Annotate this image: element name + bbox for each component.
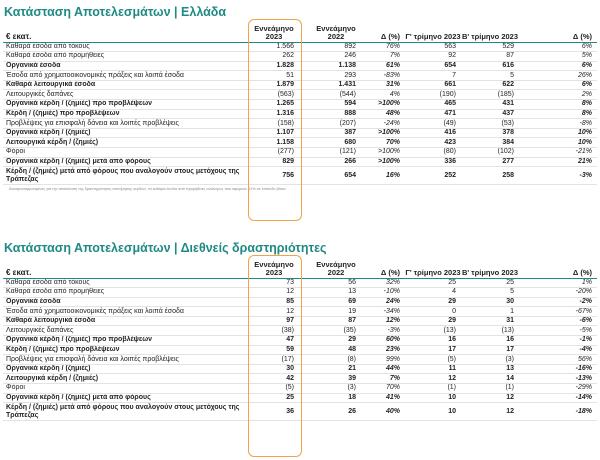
value-q2-2023: 25: [506, 278, 514, 286]
row-label: Έσοδα από χρηματοοικονομικές πράξεις και λοιπά έσοδα: [6, 71, 184, 79]
value-9m-2023: (277): [277, 148, 294, 156]
value-delta-q: -29%: [575, 384, 592, 392]
value-delta-q: 2%: [581, 90, 592, 98]
gap: [299, 297, 311, 307]
col-header-q2-2023: Β' τρίμηνο 2023: [461, 32, 519, 41]
row-label: Καθαρά έσοδα από τόκους: [6, 42, 90, 50]
gap: [299, 109, 311, 119]
col-header-q3-2023: Γ' τρίμηνο 2023: [405, 268, 461, 277]
value-9m-2023: 47: [286, 336, 294, 344]
value-delta-q: 10%: [577, 138, 592, 146]
gap: [299, 336, 311, 346]
value-q3-2023: (1): [447, 384, 456, 392]
value-q3-2023: 4: [452, 288, 456, 296]
value-9m-2023: 1.107: [276, 129, 294, 137]
gap: [299, 384, 311, 394]
section-title: Κατάσταση Αποτελεσμάτων | Διεθνείς δραστηριότητες: [4, 241, 327, 255]
value-9m-2022: 680: [344, 138, 356, 146]
col-header-delta-q: Δ (%): [572, 32, 592, 41]
value-q3-2023: 465: [444, 100, 456, 108]
table-row: [3, 148, 597, 158]
value-q2-2023: (1): [505, 384, 514, 392]
value-q3-2023: 661: [444, 81, 456, 89]
value-q2-2023: 87: [506, 52, 514, 60]
value-9m-2022: 21: [348, 365, 356, 373]
value-q3-2023: 7: [452, 71, 456, 79]
value-q2-2023: 384: [502, 138, 514, 146]
row-label: Κέρδη / (ζημιές) μετά από φόρους που αναλογούν στους μετόχους της Τράπεζας: [6, 403, 240, 419]
value-9m-2022: 29: [348, 336, 356, 344]
value-q3-2023: 0: [452, 307, 456, 315]
value-delta: 7%: [389, 374, 400, 382]
value-9m-2023: 42: [286, 374, 294, 382]
gap: [299, 167, 311, 185]
row-label: Καθαρά έσοδα από προμήθειες: [6, 52, 105, 60]
gap: [299, 326, 311, 336]
value-9m-2022: (8): [347, 355, 356, 363]
table-row: [3, 90, 597, 100]
value-9m-2022: 13: [348, 288, 356, 296]
col-header-9m-2023: Εννεάμηνο 2023: [254, 259, 294, 277]
value-9m-2023: 36: [286, 407, 294, 415]
value-q3-2023: 16: [448, 336, 456, 344]
table-row: [3, 393, 597, 403]
value-9m-2022: 1.431: [338, 81, 356, 89]
value-q3-2023: (5): [447, 355, 456, 363]
section-greece: [3, 4, 597, 191]
value-delta-q: -21%: [575, 148, 592, 156]
row-label: Οργανικά έσοδα: [6, 297, 61, 305]
value-q3-2023: 252: [444, 171, 456, 179]
gap: [299, 148, 311, 158]
table-row: [3, 326, 597, 336]
col-header-unit: € εκατ.: [6, 32, 32, 41]
value-9m-2023: 756: [282, 171, 294, 179]
value-9m-2023: (563): [277, 90, 294, 98]
value-9m-2023: 85: [286, 297, 294, 305]
table-row: [3, 345, 597, 355]
value-delta-q: 5%: [581, 52, 592, 60]
value-q2-2023: 16: [506, 336, 514, 344]
row-label: Λειτουργικές δαπάνες: [6, 90, 74, 98]
value-q3-2023: 10: [448, 393, 456, 401]
value-9m-2022: 56: [348, 278, 356, 286]
gap: [299, 71, 311, 81]
gap: [299, 80, 311, 90]
value-q2-2023: (53): [501, 119, 514, 127]
row-label: Οργανικά έσοδα: [6, 61, 61, 69]
gap: [299, 307, 311, 317]
value-q2-2023: 258: [502, 171, 514, 179]
table-row: [3, 157, 597, 167]
value-9m-2023: (17): [281, 355, 294, 363]
footnote: Αναπροσαρμοσμένες για την απεικόνιση της δραστηριότητας αποτίμησης κερδών, τα καθαρά έσοδα από προμήθειες ανάλογως που αφορούν 11% σε επίπεδο βάσει: [9, 187, 286, 191]
table-row: [3, 167, 597, 185]
value-delta: >100%: [378, 148, 400, 156]
value-q3-2023: (190): [439, 90, 456, 98]
row-label: Προβλέψεις για επισφαλή δάνεια και λοιπές προβλέψεις: [6, 119, 179, 127]
value-delta-q: -4%: [579, 345, 592, 353]
value-q2-2023: 529: [502, 42, 514, 50]
value-9m-2023: 59: [286, 345, 294, 353]
table-row: [3, 278, 597, 288]
value-9m-2022: 246: [344, 52, 356, 60]
value-9m-2023: 73: [286, 278, 294, 286]
value-delta-q: -1%: [579, 336, 592, 344]
value-9m-2022: 293: [344, 71, 356, 79]
value-9m-2022: (3): [347, 384, 356, 392]
value-9m-2022: 69: [348, 297, 356, 305]
row-label: Οργανικά κέρδη / (ζημιές) προ προβλέψεων: [6, 336, 153, 344]
col-header-9m-2022: Εννεάμηνο 2022: [316, 259, 356, 277]
table-row: [3, 374, 597, 384]
gap: [299, 138, 311, 148]
value-9m-2022: 19: [348, 307, 356, 315]
value-delta: -24%: [383, 119, 400, 127]
value-9m-2022: 26: [348, 407, 356, 415]
value-delta: 60%: [385, 336, 400, 344]
value-q3-2023: 10: [448, 407, 456, 415]
value-q2-2023: 13: [506, 365, 514, 373]
value-9m-2023: 1.158: [276, 138, 294, 146]
table-row: [3, 100, 597, 110]
value-9m-2022: 48: [348, 345, 356, 353]
value-9m-2023: 1.566: [276, 42, 294, 50]
gap: [299, 374, 311, 384]
value-q3-2023: 17: [448, 345, 456, 353]
value-delta: 70%: [385, 384, 400, 392]
value-9m-2023: 1.265: [276, 100, 294, 108]
table-row: [3, 119, 597, 129]
gap: [299, 90, 311, 100]
value-9m-2023: 1.828: [276, 61, 294, 69]
value-q3-2023: 416: [444, 129, 456, 137]
value-9m-2023: 97: [286, 317, 294, 325]
row-label: Καθαρά έσοδα από προμήθειες: [6, 288, 105, 296]
table-row: [3, 297, 597, 307]
value-9m-2022: 594: [344, 100, 356, 108]
table-row: [3, 403, 597, 421]
gap: [299, 288, 311, 298]
gap: [299, 393, 311, 403]
value-delta: >100%: [378, 100, 400, 108]
value-9m-2022: 18: [348, 393, 356, 401]
value-delta: 48%: [385, 109, 400, 117]
value-q2-2023: 30: [506, 297, 514, 305]
value-9m-2023: 12: [286, 307, 294, 315]
value-9m-2022: (207): [339, 119, 356, 127]
col-header-q3-2023: Γ' τρίμηνο 2023: [405, 32, 461, 41]
value-q2-2023: 378: [502, 129, 514, 137]
value-9m-2023: 51: [286, 71, 294, 79]
value-9m-2023: (158): [277, 119, 294, 127]
value-delta-q: -5%: [579, 326, 592, 334]
value-q2-2023: 5: [510, 71, 514, 79]
table-row: [3, 109, 597, 119]
gap: [299, 128, 311, 138]
value-delta-q: 26%: [577, 71, 592, 79]
value-q2-2023: (3): [505, 355, 514, 363]
value-9m-2022: 39: [348, 374, 356, 382]
value-q3-2023: 92: [448, 52, 456, 60]
value-delta: 24%: [385, 297, 400, 305]
value-9m-2023: 30: [286, 365, 294, 373]
value-delta-q: -18%: [575, 407, 592, 415]
row-label: Οργανικά κέρδη / (ζημιές) προ προβλέψεων: [6, 100, 153, 108]
table-row: [3, 128, 597, 138]
value-delta: 23%: [385, 345, 400, 353]
value-delta: -10%: [383, 288, 400, 296]
value-q2-2023: (13): [501, 326, 514, 334]
value-q2-2023: 14: [506, 374, 514, 382]
value-9m-2022: (544): [339, 90, 356, 98]
gap: [299, 355, 311, 365]
value-delta-q: 6%: [581, 42, 592, 50]
value-9m-2022: 892: [344, 42, 356, 50]
section-international: [3, 240, 597, 421]
value-9m-2022: (121): [339, 148, 356, 156]
value-q3-2023: 29: [448, 297, 456, 305]
value-q3-2023: 25: [448, 278, 456, 286]
table-row: [3, 336, 597, 346]
table-row: [3, 61, 597, 71]
row-label: Καθαρά λειτουργικά έσοδα: [6, 317, 96, 325]
value-q3-2023: 471: [444, 109, 456, 117]
value-delta-q: -3%: [579, 171, 592, 179]
col-header-delta-q: Δ (%): [572, 268, 592, 277]
value-delta-q: -14%: [575, 393, 592, 401]
value-q3-2023: (13): [443, 326, 456, 334]
row-label: Λειτουργικές δαπάνες: [6, 326, 74, 334]
value-q2-2023: 31: [506, 317, 514, 325]
gap: [299, 61, 311, 71]
table-row: [3, 384, 597, 394]
value-9m-2023: 1.316: [276, 109, 294, 117]
table-row: [3, 307, 597, 317]
table-row: [3, 364, 597, 374]
value-delta-q: 1%: [581, 278, 592, 286]
value-delta: 7%: [389, 52, 400, 60]
value-9m-2022: (35): [343, 326, 356, 334]
table-row: [3, 42, 597, 52]
value-delta: >100%: [378, 157, 400, 165]
gap: [299, 316, 311, 326]
row-label: Κέρδη / (ζημιές) προ προβλέψεων: [6, 109, 120, 117]
gap: [299, 278, 311, 288]
value-9m-2023: (5): [285, 384, 294, 392]
value-delta-q: 6%: [581, 61, 592, 69]
value-q2-2023: (185): [497, 90, 514, 98]
value-delta: -3%: [387, 326, 400, 334]
table-row: [3, 52, 597, 62]
gap: [299, 119, 311, 129]
value-q2-2023: 431: [502, 100, 514, 108]
value-delta: -34%: [383, 307, 400, 315]
value-delta-q: -6%: [579, 317, 592, 325]
value-delta-q: 56%: [577, 355, 592, 363]
value-delta: >100%: [378, 129, 400, 137]
value-delta: -83%: [383, 71, 400, 79]
gap: [299, 42, 311, 52]
value-delta-q: 21%: [577, 157, 592, 165]
value-9m-2022: 266: [344, 157, 356, 165]
value-q3-2023: (49): [443, 119, 456, 127]
value-delta: 99%: [385, 355, 400, 363]
gap: [299, 364, 311, 374]
table-row: [3, 138, 597, 148]
value-q2-2023: 437: [502, 109, 514, 117]
value-delta: 44%: [385, 365, 400, 373]
gap: [299, 52, 311, 62]
value-q2-2023: 5: [510, 288, 514, 296]
value-9m-2022: 387: [344, 129, 356, 137]
value-q2-2023: 12: [506, 393, 514, 401]
row-label: Λειτουργικά κέρδη / (ζημιές): [6, 138, 99, 146]
value-delta: 16%: [385, 171, 400, 179]
table-row: [3, 316, 597, 326]
value-q3-2023: 654: [444, 61, 456, 69]
value-q3-2023: 12: [448, 374, 456, 382]
value-9m-2023: 1.879: [276, 81, 294, 89]
value-q2-2023: 622: [502, 81, 514, 89]
value-q3-2023: 336: [444, 157, 456, 165]
value-9m-2022: 888: [344, 109, 356, 117]
value-q2-2023: 17: [506, 345, 514, 353]
col-header-delta: Δ (%): [380, 268, 400, 277]
value-delta-q: -8%: [579, 119, 592, 127]
col-header-unit: € εκατ.: [6, 268, 32, 277]
value-9m-2022: 1.138: [338, 61, 356, 69]
row-label: Έσοδα από χρηματοοικονομικές πράξεις και λοιπά έσοδα: [6, 307, 184, 315]
value-q3-2023: (80): [443, 148, 456, 156]
row-label: Καθαρά λειτουργικά έσοδα: [6, 81, 96, 89]
value-delta: 61%: [385, 61, 400, 69]
row-label: Κέρδη / (ζημιές) μετά από φόρους που αναλογούν στους μετόχους της Τράπεζας: [6, 167, 240, 183]
row-label: Καθαρά έσοδα από τόκους: [6, 278, 90, 286]
row-label: Κέρδη / (ζημιές) προ προβλέψεων: [6, 345, 120, 353]
value-delta-q: 10%: [577, 129, 592, 137]
gap: [299, 403, 311, 421]
col-header-9m-2022: Εννεάμηνο 2022: [316, 23, 356, 41]
value-9m-2023: 829: [282, 157, 294, 165]
results-table-greece: [3, 20, 597, 185]
col-header-delta: Δ (%): [380, 32, 400, 41]
value-delta-q: -13%: [575, 374, 592, 382]
value-q3-2023: 563: [444, 42, 456, 50]
row-label: Λειτουργικά κέρδη / (ζημιές): [6, 374, 99, 382]
value-delta: 31%: [385, 81, 400, 89]
value-delta-q: 6%: [581, 81, 592, 89]
value-q3-2023: 423: [444, 138, 456, 146]
value-delta: 41%: [385, 393, 400, 401]
value-9m-2022: 87: [348, 317, 356, 325]
table-row: [3, 71, 597, 81]
value-9m-2023: (38): [281, 326, 294, 334]
row-label: Φόροι: [6, 384, 25, 392]
value-9m-2022: 654: [344, 171, 356, 179]
table-row: [3, 288, 597, 298]
value-delta: 70%: [385, 138, 400, 146]
row-label: Οργανικά κέρδη / (ζημιές) μετά από φόρους: [6, 157, 151, 165]
value-delta: 40%: [385, 407, 400, 415]
value-q3-2023: 29: [448, 317, 456, 325]
value-q2-2023: 277: [502, 157, 514, 165]
value-9m-2023: 25: [286, 393, 294, 401]
value-q2-2023: 616: [502, 61, 514, 69]
value-delta-q: -16%: [575, 365, 592, 373]
col-header-q2-2023: Β' τρίμηνο 2023: [461, 268, 519, 277]
value-delta: 76%: [385, 42, 400, 50]
value-q2-2023: 1: [510, 307, 514, 315]
value-delta: 32%: [385, 278, 400, 286]
value-delta-q: 8%: [581, 109, 592, 117]
value-delta-q: -67%: [575, 307, 592, 315]
value-delta-q: -20%: [575, 288, 592, 296]
value-q2-2023: (102): [497, 148, 514, 156]
value-delta: 12%: [385, 317, 400, 325]
table-row: [3, 80, 597, 90]
row-label: Οργανικά κέρδη / (ζημιές) μετά από φόρους: [6, 393, 151, 401]
results-table-international: [3, 256, 597, 421]
gap: [299, 157, 311, 167]
gap: [299, 345, 311, 355]
row-label: Προβλέψεις για επισφαλή δάνεια και λοιπές προβλέψεις: [6, 355, 179, 363]
value-delta: 4%: [389, 90, 400, 98]
row-label: Οργανικά κέρδη / (ζημιές): [6, 129, 91, 137]
table-row: [3, 355, 597, 365]
value-delta-q: 8%: [581, 100, 592, 108]
value-q2-2023: 12: [506, 407, 514, 415]
value-9m-2023: 262: [282, 52, 294, 60]
value-q3-2023: 11: [448, 365, 456, 373]
value-9m-2023: 12: [286, 288, 294, 296]
row-label: Οργανικά κέρδη / (ζημιές): [6, 365, 91, 373]
section-title: Κατάσταση Αποτελεσμάτων | Ελλάδα: [4, 5, 227, 19]
gap: [299, 100, 311, 110]
col-header-9m-2023: Εννεάμηνο 2023: [254, 23, 294, 41]
row-label: Φόροι: [6, 148, 25, 156]
value-delta-q: -2%: [579, 297, 592, 305]
